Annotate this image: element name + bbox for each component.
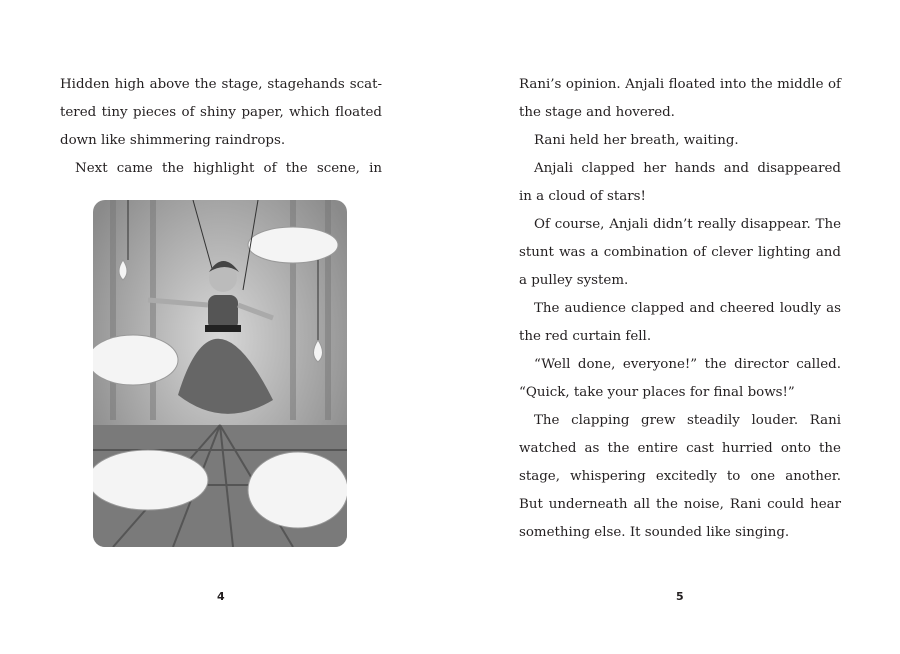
text-line: the stage and hovered. xyxy=(519,105,675,120)
text-line: Anjali clapped her hands and disappeared xyxy=(534,161,841,176)
page-number-left: 4 xyxy=(217,590,225,603)
page-number-right: 5 xyxy=(676,590,684,603)
text-line: The clapping grew steadily louder. Rani xyxy=(534,413,841,428)
text-line: The audience clapped and cheered loudly as xyxy=(534,301,841,316)
text-line: Of course, Anjali didn’t really disappear. The xyxy=(534,217,841,232)
text-line: Rani held her breath, waiting. xyxy=(534,133,739,148)
text-line: tered tiny pieces of shiny paper, which floated xyxy=(60,105,382,120)
stage-illustration xyxy=(93,200,347,547)
text-line: a pulley system. xyxy=(519,273,629,288)
text-line: But underneath all the noise, Rani could hear xyxy=(519,497,841,512)
right-page-text xyxy=(519,71,841,547)
text-line: watched as the entire cast hurried onto the xyxy=(519,441,841,456)
text-line: Rani’s opinion. Anjali floated into the middle of xyxy=(519,77,841,92)
text-line: in a cloud of stars! xyxy=(519,189,646,204)
text-line: down like shimmering raindrops. xyxy=(60,133,286,148)
left-page-text xyxy=(60,71,382,183)
text-line: Hidden high above the stage, stagehands scat- xyxy=(60,77,382,92)
text-line: “Well done, everyone!” the director called. xyxy=(534,357,841,372)
text-line: stunt was a combination of clever lighting and xyxy=(519,245,841,260)
text-line: the red curtain fell. xyxy=(519,329,652,344)
text-line: stage, whispering excitedly to one another. xyxy=(519,469,841,484)
text-line: something else. It sounded like singing. xyxy=(519,525,790,540)
text-line: “Quick, take your places for final bows!” xyxy=(519,385,795,400)
text-line: Next came the highlight of the scene, in xyxy=(75,161,382,176)
